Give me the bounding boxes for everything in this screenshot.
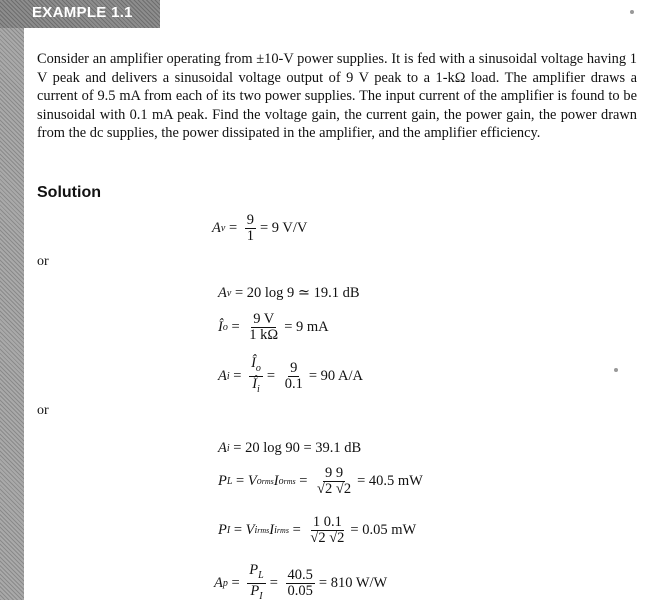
solution-heading: Solution — [37, 184, 101, 201]
equation-voltage-gain-ratio: A v = $\frac{9}{1}$ = 9 V/V — [212, 212, 308, 244]
fraction: $\frac{9 9}{√2 √2}$ — [317, 465, 352, 497]
or-connector: or — [37, 254, 49, 269]
equation-input-power: P I = V i rms I i rms = $\frac{1 0.1}{√2 √2}$ = 0.05 mW — [218, 514, 417, 546]
fraction: $\frac{9}{1}$ — [246, 212, 254, 244]
equation-load-power: P L = V o rms I o rms = $\frac{9 9}{√2 √2}$ = 40.5 mW — [218, 465, 423, 497]
fraction: $\frac{P_L}{P_I}$ — [249, 562, 264, 602]
example-label: EXAMPLE 1.1 — [32, 4, 133, 21]
fraction: $\frac{1 0.1}{√2 √2}$ — [310, 514, 345, 546]
equation-voltage-gain-db: A v = 20 log 9 ≃ 19.1 dB — [218, 285, 360, 301]
fraction: $\frac{40.5}{0.05}$ — [287, 567, 313, 599]
scan-speck — [630, 10, 634, 14]
fraction: $\frac{9 V}{1 k\Omega}$ — [249, 311, 279, 343]
or-connector: or — [37, 403, 49, 418]
equation-current-gain-db: A i = 20 log 90 = 39.1 dB — [218, 440, 362, 456]
page-margin-strip — [0, 0, 24, 600]
equation-output-current: Î o = $\frac{9 V}{1 k\Omega}$ = 9 mA — [218, 311, 329, 343]
fraction: $\frac{Î_o}{Î_i}$ — [251, 355, 261, 395]
fraction: $\frac{9}{0.1}$ — [284, 360, 303, 392]
equation-current-gain-ratio: A i = $\frac{Î_o}{Î_i}$ = $\frac{9}{0.1}$ = 90 A/A — [218, 355, 363, 395]
equation-power-gain: A p = $\frac{P_L}{P_I}$ = $\frac{40.5}{0.05}$ = 810 W/W — [214, 562, 388, 602]
scan-speck — [614, 368, 618, 372]
problem-statement: Consider an amplifier operating from ±10-V power supplies. It is fed with a sinusoidal voltage having 1 V peak and delivers a sinusoidal voltage output of 9 V peak to a 1-kΩ load. The amplifier draws a current of 9.5 mA from each of its two power supplies. The input current of the amplifier is found to be sinusoidal with 0.1 mA peak. Find the voltage gain, the current gain, the power gain, the power drawn from the dc supplies, the power dissipated in the amplifier, and the amplifier efficiency. — [37, 51, 637, 141]
